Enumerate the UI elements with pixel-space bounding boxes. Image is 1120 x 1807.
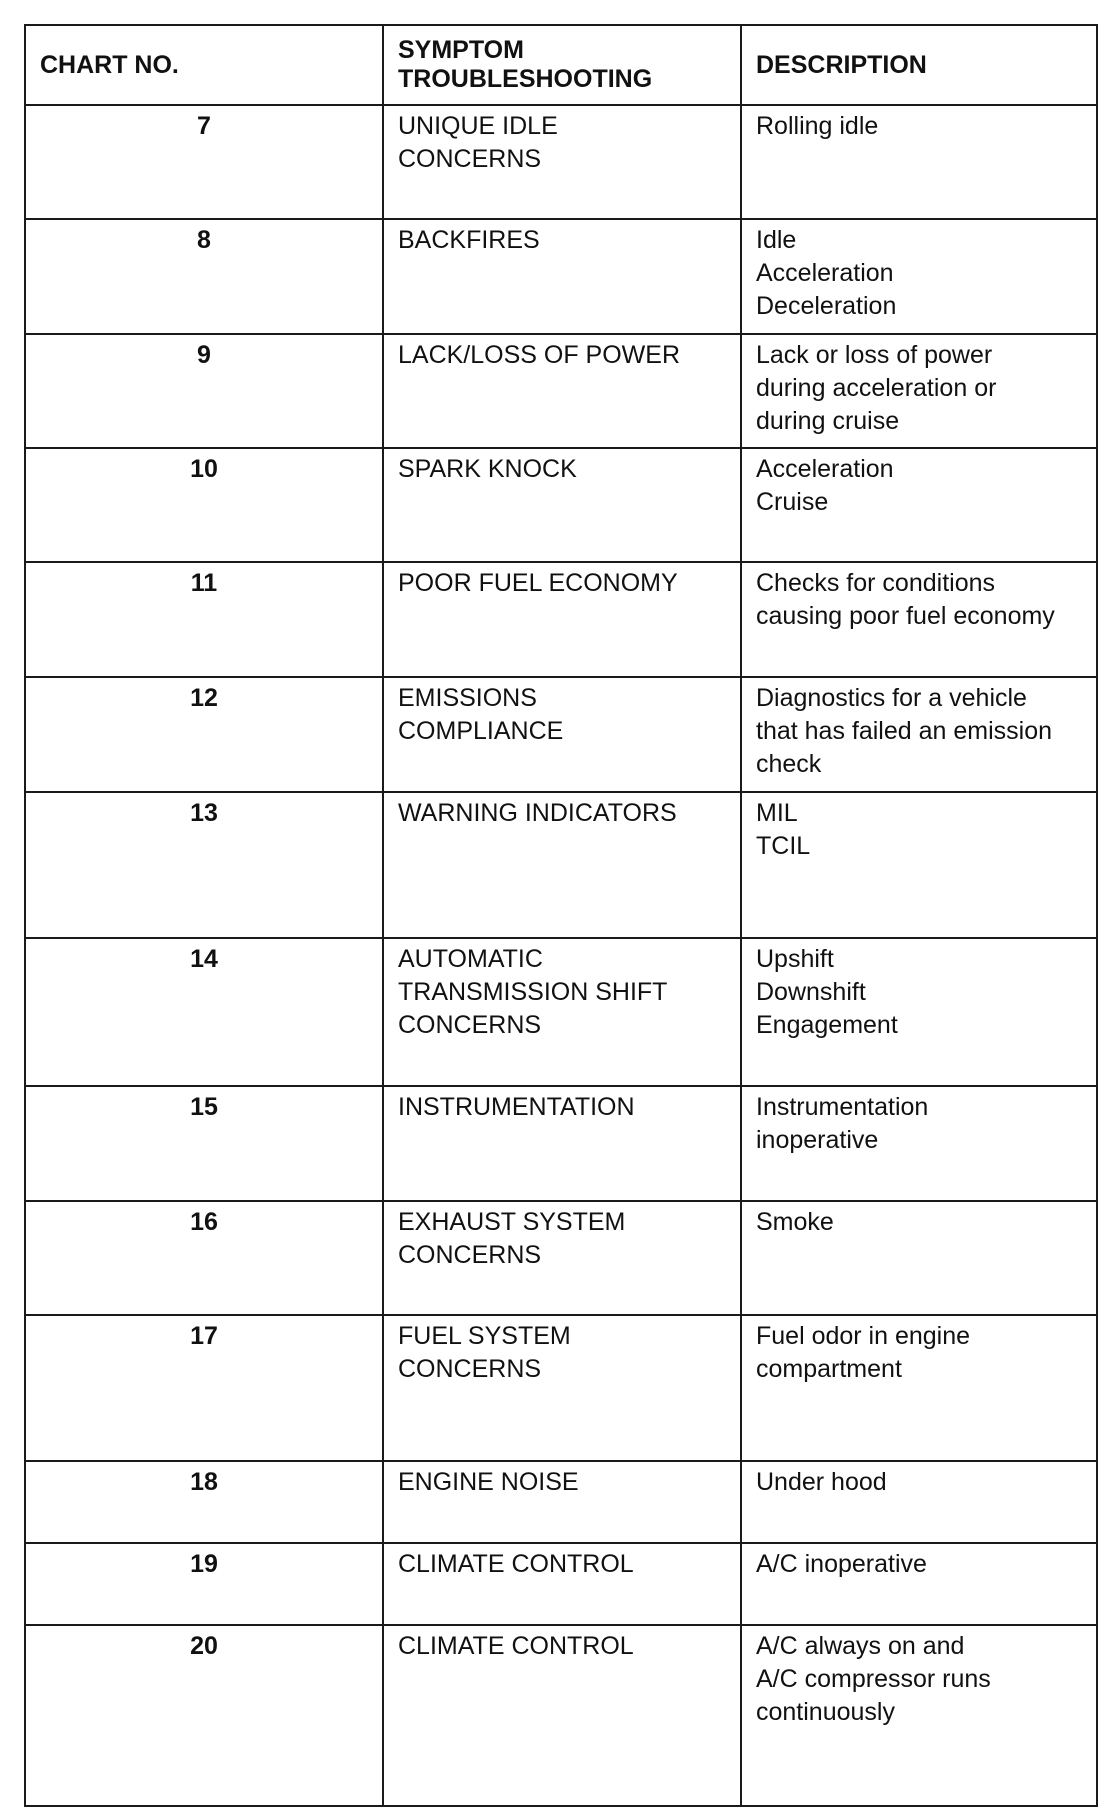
description-line: Checks for conditions xyxy=(756,569,996,597)
symptom-line: EMISSIONS xyxy=(398,684,537,712)
description-line: A/C inoperative xyxy=(756,1550,927,1578)
description-cell xyxy=(741,938,1097,1086)
symptom-line: CLIMATE CONTROL xyxy=(398,1632,634,1660)
header-symptom-line1: SYMPTOM xyxy=(398,36,524,64)
symptom-line: TRANSMISSION SHIFT xyxy=(398,978,668,1006)
symptom-line: ENGINE NOISE xyxy=(398,1468,579,1496)
table-row xyxy=(25,562,1097,677)
symptom-line: CONCERNS xyxy=(398,1011,542,1039)
header-chart-no: CHART NO. xyxy=(25,25,383,105)
table-row xyxy=(25,1086,1097,1201)
symptom-line: CONCERNS xyxy=(398,1355,542,1383)
table-row xyxy=(25,334,1097,448)
symptom-line: SPARK KNOCK xyxy=(398,455,577,483)
table-row xyxy=(25,1201,1097,1315)
table-row xyxy=(25,1315,1097,1461)
symptom-line: UNIQUE IDLE xyxy=(398,112,558,140)
symptom-line: LACK/LOSS OF POWER xyxy=(398,341,681,369)
description-line: A/C compressor runs xyxy=(756,1665,991,1693)
symptom-cell xyxy=(383,1315,741,1461)
chart-no-cell: 11 xyxy=(25,562,383,677)
description-line: A/C always on and xyxy=(756,1632,965,1660)
header-description: DESCRIPTION xyxy=(741,25,1097,105)
symptom-cell xyxy=(383,1201,741,1315)
table-row xyxy=(25,1461,1097,1543)
table-row xyxy=(25,1625,1097,1806)
symptom-line: CONCERNS xyxy=(398,1241,542,1269)
symptom-cell xyxy=(383,1625,741,1806)
description-cell xyxy=(741,334,1097,448)
symptom-cell xyxy=(383,334,741,448)
description-line: Downshift xyxy=(756,978,866,1006)
description-line: Under hood xyxy=(756,1468,887,1496)
symptom-cell xyxy=(383,792,741,938)
table-row xyxy=(25,938,1097,1086)
description-cell xyxy=(741,219,1097,334)
symptom-line: EXHAUST SYSTEM xyxy=(398,1208,626,1236)
description-line: Rolling idle xyxy=(756,112,879,140)
symptom-line: INSTRUMENTATION xyxy=(398,1093,635,1121)
table-row xyxy=(25,219,1097,334)
table-row xyxy=(25,792,1097,938)
table-body xyxy=(25,105,1097,1806)
table-row xyxy=(25,448,1097,562)
description-line: that has failed an emission xyxy=(756,717,1053,745)
table-header-row xyxy=(25,25,1097,105)
document-page xyxy=(24,24,1096,1807)
chart-no-cell: 12 xyxy=(25,677,383,792)
description-cell xyxy=(741,792,1097,938)
symptom-cell xyxy=(383,1461,741,1543)
symptom-line: POOR FUEL ECONOMY xyxy=(398,569,678,597)
description-cell xyxy=(741,105,1097,219)
chart-no-cell: 17 xyxy=(25,1315,383,1461)
description-cell xyxy=(741,677,1097,792)
description-line: MIL xyxy=(756,799,798,827)
description-cell xyxy=(741,1543,1097,1625)
description-line: Smoke xyxy=(756,1208,834,1236)
symptom-cell xyxy=(383,677,741,792)
symptom-cell xyxy=(383,1543,741,1625)
symptom-chart-table xyxy=(24,24,1098,1807)
description-line: Acceleration xyxy=(756,259,894,287)
description-line: Fuel odor in engine xyxy=(756,1322,971,1350)
chart-no-cell: 16 xyxy=(25,1201,383,1315)
symptom-line: WARNING INDICATORS xyxy=(398,799,677,827)
chart-no-cell: 15 xyxy=(25,1086,383,1201)
description-line: Cruise xyxy=(756,488,829,516)
chart-no-cell: 9 xyxy=(25,334,383,448)
description-cell xyxy=(741,1461,1097,1543)
description-line: Engagement xyxy=(756,1011,898,1039)
header-symptom-line2: TROUBLESHOOTING xyxy=(398,65,653,93)
table-row xyxy=(25,677,1097,792)
description-line: Idle xyxy=(756,226,797,254)
table-row xyxy=(25,1543,1097,1625)
symptom-line: FUEL SYSTEM xyxy=(398,1322,571,1350)
symptom-cell xyxy=(383,1086,741,1201)
chart-no-cell: 18 xyxy=(25,1461,383,1543)
chart-no-cell: 13 xyxy=(25,792,383,938)
description-cell xyxy=(741,562,1097,677)
description-cell xyxy=(741,1625,1097,1806)
header-symptom-troubleshooting xyxy=(383,25,741,105)
description-line: Upshift xyxy=(756,945,834,973)
description-line: during cruise xyxy=(756,407,900,435)
description-line: Deceleration xyxy=(756,292,897,320)
symptom-line: COMPLIANCE xyxy=(398,717,564,745)
description-cell xyxy=(741,1086,1097,1201)
symptom-cell xyxy=(383,938,741,1086)
symptom-line: CLIMATE CONTROL xyxy=(398,1550,634,1578)
description-line: Diagnostics for a vehicle xyxy=(756,684,1027,712)
description-line: check xyxy=(756,750,822,778)
chart-no-cell: 8 xyxy=(25,219,383,334)
description-line: causing poor fuel economy xyxy=(756,602,1055,630)
chart-no-cell: 19 xyxy=(25,1543,383,1625)
symptom-cell xyxy=(383,562,741,677)
symptom-cell xyxy=(383,219,741,334)
chart-no-cell: 7 xyxy=(25,105,383,219)
description-cell xyxy=(741,448,1097,562)
chart-no-cell: 14 xyxy=(25,938,383,1086)
description-line: Instrumentation xyxy=(756,1093,929,1121)
chart-no-cell: 10 xyxy=(25,448,383,562)
symptom-cell xyxy=(383,448,741,562)
description-line: compartment xyxy=(756,1355,902,1383)
description-line: during acceleration or xyxy=(756,374,997,402)
symptom-cell xyxy=(383,105,741,219)
chart-no-cell: 20 xyxy=(25,1625,383,1806)
description-line: Acceleration xyxy=(756,455,894,483)
description-cell xyxy=(741,1201,1097,1315)
table-row xyxy=(25,105,1097,219)
symptom-line: AUTOMATIC xyxy=(398,945,543,973)
symptom-line: BACKFIRES xyxy=(398,226,540,254)
description-line: Lack or loss of power xyxy=(756,341,993,369)
description-line: continuously xyxy=(756,1698,895,1726)
description-line: TCIL xyxy=(756,832,811,860)
description-line: inoperative xyxy=(756,1126,879,1154)
symptom-line: CONCERNS xyxy=(398,145,542,173)
description-cell xyxy=(741,1315,1097,1461)
